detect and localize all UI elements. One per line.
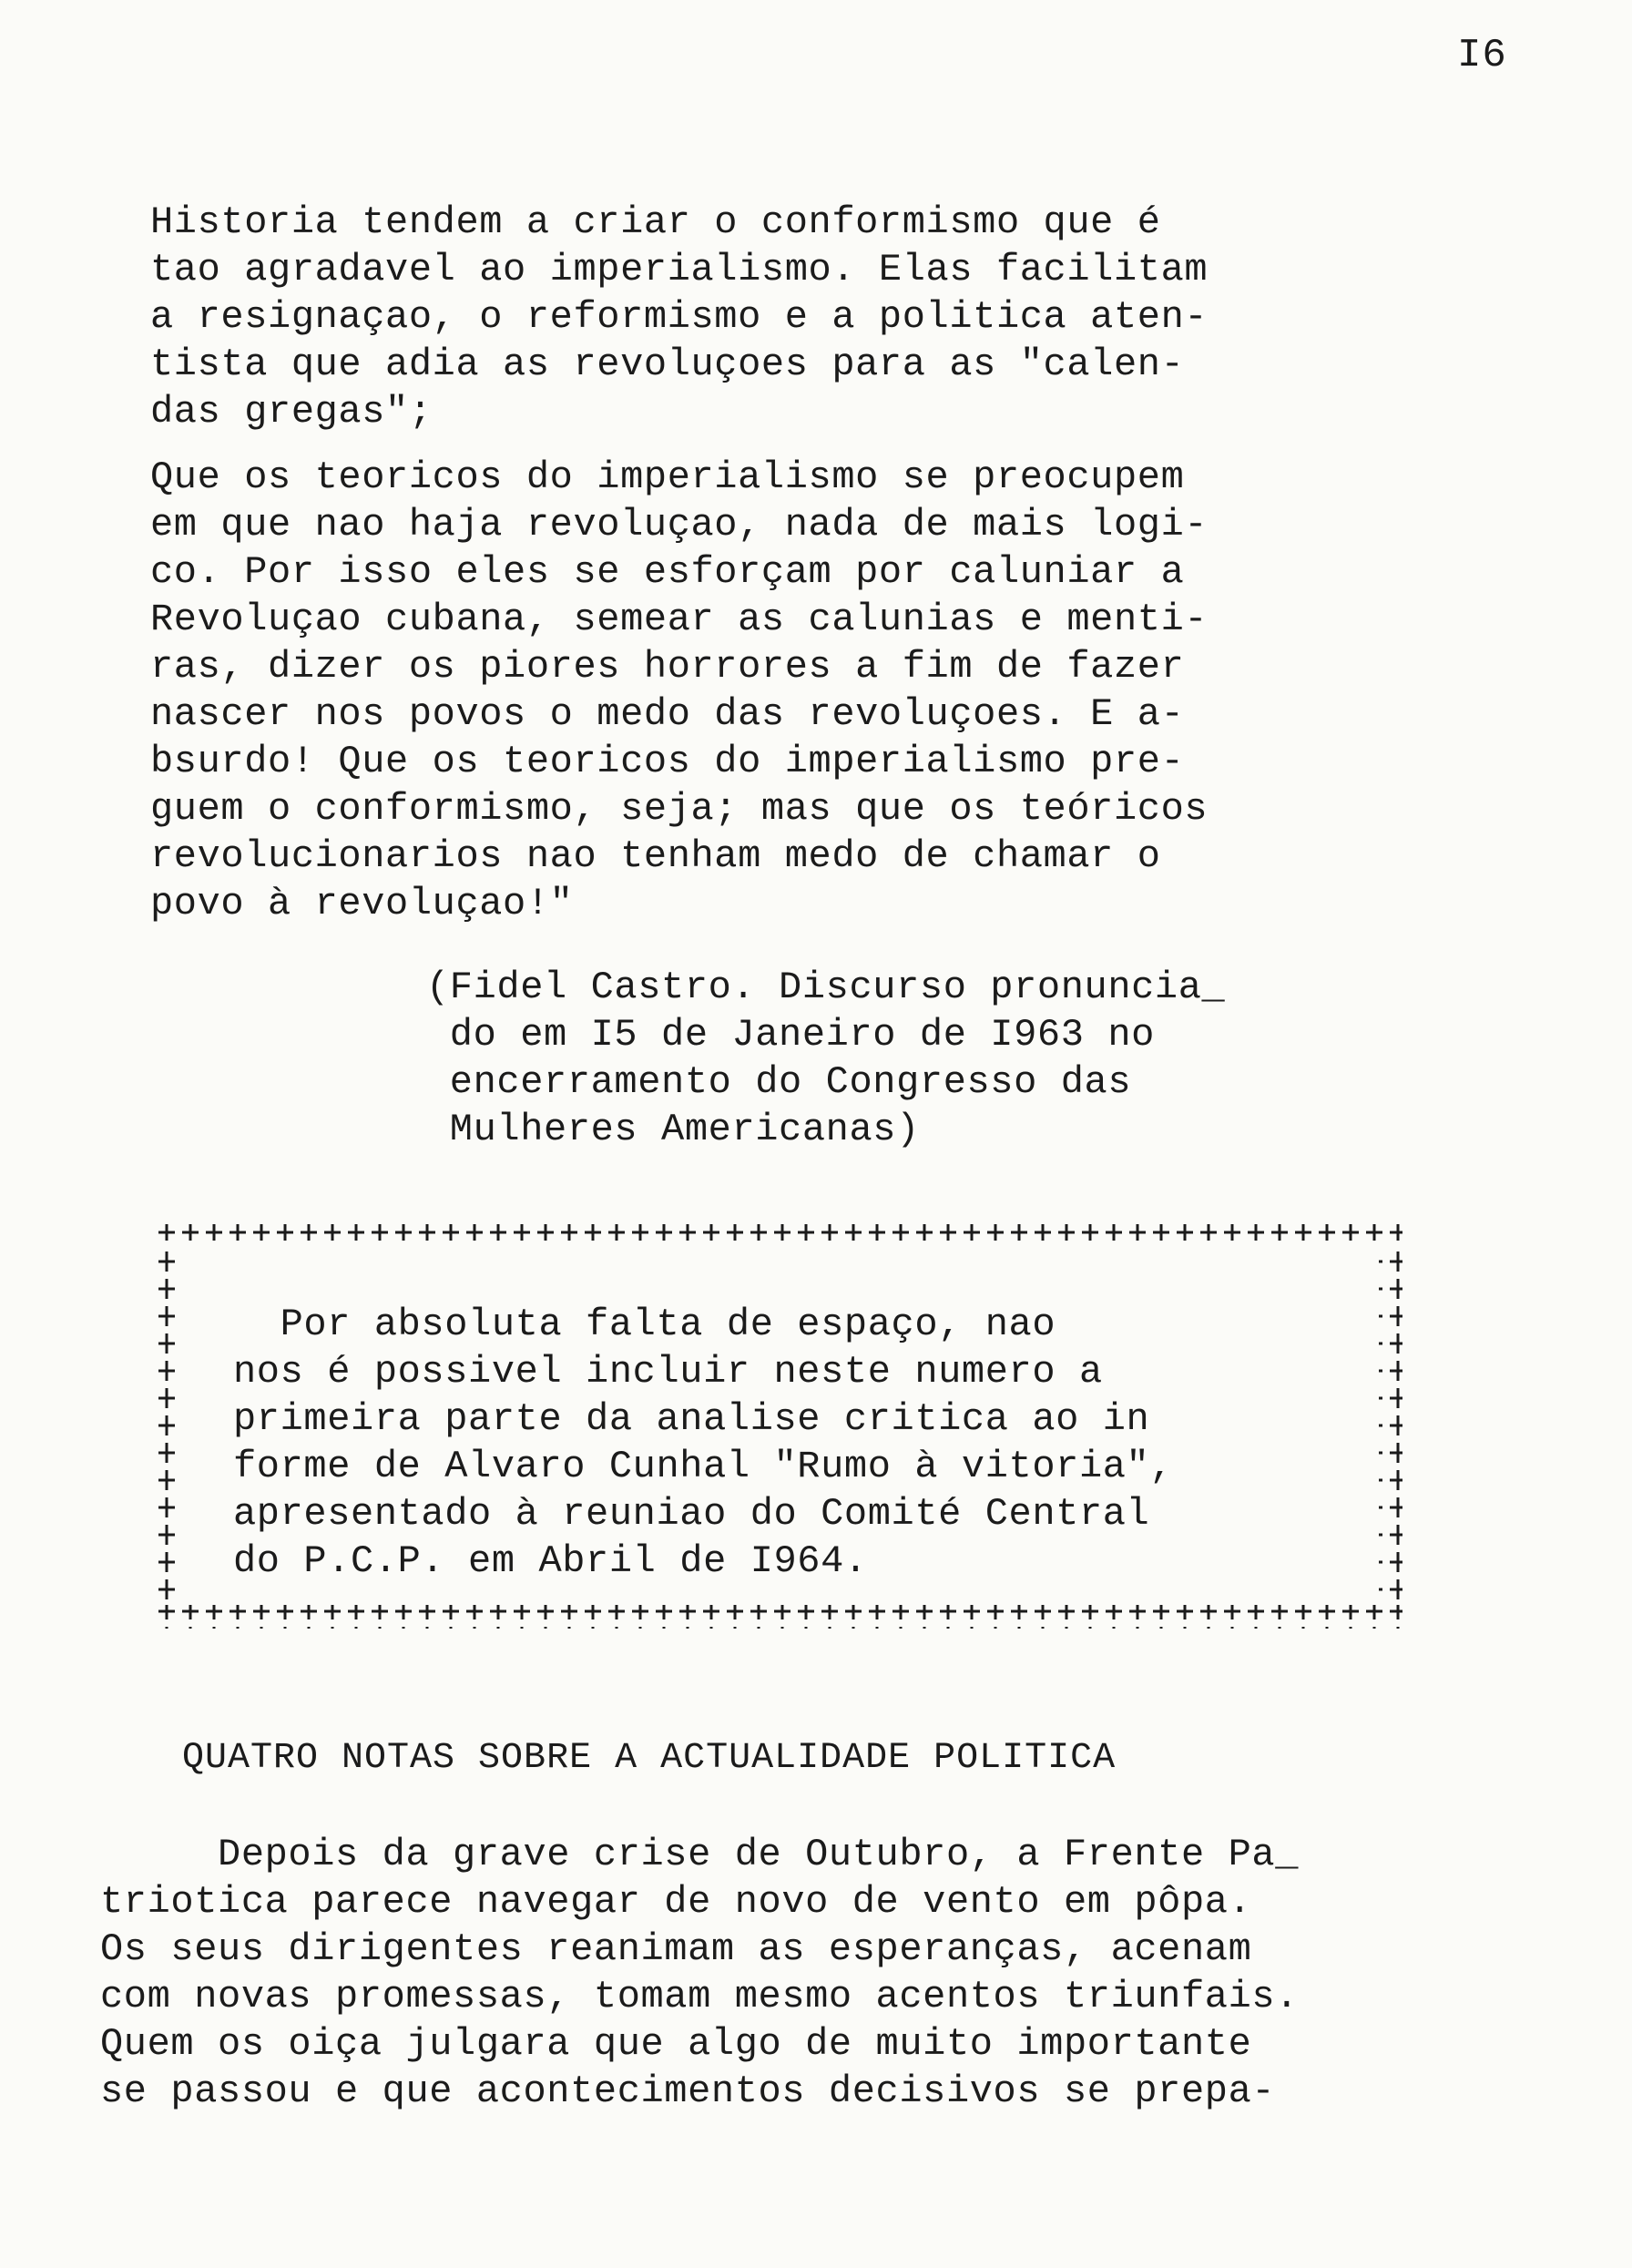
article-body: Depois da grave crise de Outubro, a Frente Pa_ triotica parece navegar de novo de vento em pôpa. Os seus dirigentes reanimam as esperanças, acenam com novas promessas, tomam mesmo acentos triunfais. Quem os oiça julgara que algo de muito importante se passou e que acontecimentos decisivos se prepa- (100, 1833, 1300, 2113)
notice-box (155, 1221, 1402, 1629)
quote-paragraph-2: Que os teoricos do imperialismo se preocupem em que nao haja revoluçao, nada de mais logi- co. Por isso eles se esforçam por caluniar a Revoluçao cubana, semear as calunias e menti- ras, dizer os piores horrores a fim de fazer nascer nos povos o medo das revoluçoes. E a- bsurdo! Que os teoricos do imperialismo pre- guem o conformismo, seja; mas que os teóricos revolucionarios nao tenham medo de chamar o povo à revoluçao!" (150, 455, 1209, 925)
quote-attribution: (Fidel Castro. Discurso pronuncia_ do em I5 de Janeiro de I963 no encerramento do Congresso das Mulheres Americanas) (426, 965, 1226, 1151)
section-heading: QUATRO NOTAS SOBRE A ACTUALIDADE POLITICA (182, 1738, 1117, 1779)
notice-text: Por absoluta falta de espaço, nao nos é possivel incluir neste numero a primeira parte da analise critica ao in forme de Alvaro Cunhal "Rumo à vitoria", apresentado à reuniao do Comité Central do P.C.P. em Abril de I964. (233, 1303, 1174, 1583)
quote-paragraph-1: Historia tendem a criar o conformismo que é tao agradavel ao imperialismo. Elas facilitam a resignaçao, o reformismo e a politica aten- tista que adia as revoluçoes para as "calen- das gregas"; (150, 200, 1209, 434)
page-number: I6 (1457, 33, 1507, 78)
